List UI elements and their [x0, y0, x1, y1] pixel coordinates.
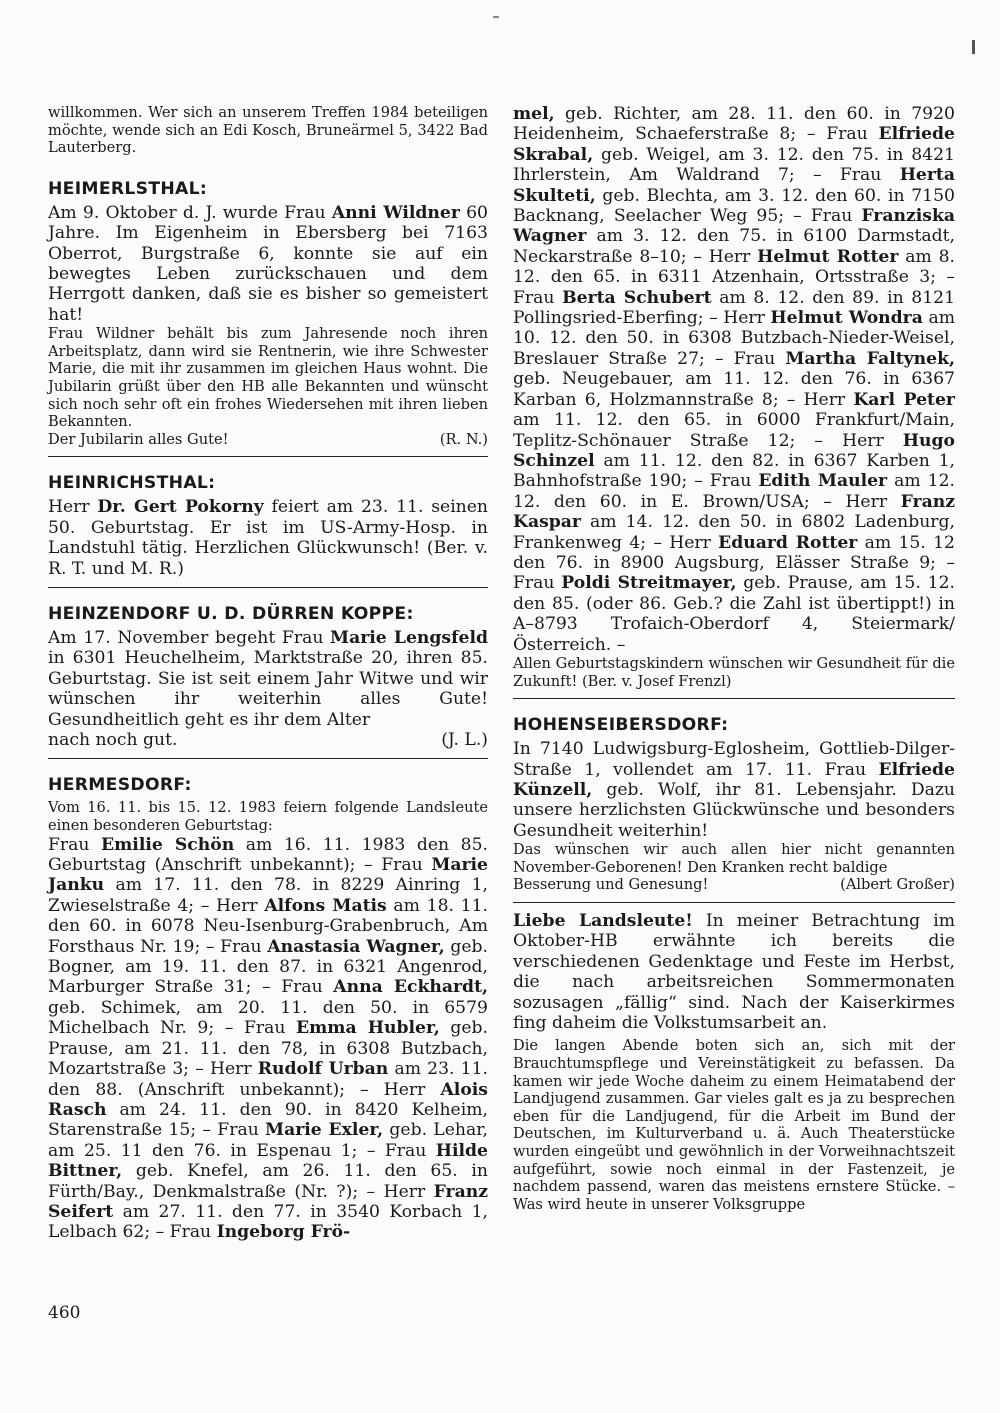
section-divider: [48, 456, 488, 457]
person-name: Berta Schubert: [562, 287, 712, 308]
scan-mark: [493, 16, 499, 18]
paragraph: Herr Dr. Gert Pokorny feiert am 23. 11. seinen 50. Geburtstag. Er ist im US-Army-Hosp. in Landstuhl tätig. Herzlichen Glückwunsch! (Ber. v. R. T. und M. R.): [48, 497, 488, 579]
section-heading-heinrichsthal: HEINRICHSTHAL:: [48, 473, 216, 494]
closing-note: Allen Geburtstagskindern wünschen wir Gesundheit für die Zukunft! (Ber. v. Josef Frenzl): [513, 654, 955, 690]
person-name: Hugo Schinzel: [513, 430, 955, 471]
author-signature: (R. N.): [439, 430, 488, 448]
author-signature: (J. L.): [441, 730, 488, 751]
person-name: Ingeborg Frö-: [216, 1222, 351, 1243]
right-column: [513, 104, 955, 1213]
section-divider: [513, 902, 955, 903]
salutation: Liebe Landsleute!: [513, 910, 693, 931]
signature-line: Der Jubilarin alles Gute! (R. N.): [48, 430, 488, 448]
person-name: Franz Kaspar: [513, 491, 955, 533]
paragraph: Das wünschen wir auch allen hier nicht genannten November-Geborenen! Den Kranken recht baldige: [513, 841, 955, 876]
person-name: Elfriede Künzell,: [513, 759, 955, 800]
left-column: [48, 104, 488, 1243]
section-divider: [513, 698, 955, 699]
person-name: Emilie Schön: [101, 834, 235, 855]
person-name: Alfons Matis: [264, 895, 387, 916]
section-heading-heimerlsthal: HEIMERLSTHAL:: [48, 178, 208, 199]
section-divider: [48, 587, 488, 588]
person-name: Franziska Wagner: [513, 206, 955, 247]
paragraph: Frau Wildner behält bis zum Jahresende noch ihren Arbeitsplatz, dann wird sie Rentnerin, wie ihre Schwester Marie, die mit ihr zusammen im gleichen Haus wohnt. Die Jubilarin grüßt über den HB alle Bekannten und wünscht sich noch sehr oft ein frohes Wiedersehen mit ihren lieben Bekannten.: [48, 325, 488, 431]
person-name: Emma Hubler,: [296, 1018, 440, 1039]
person-name: Karl Peter: [853, 389, 955, 410]
scan-mark: [972, 40, 975, 54]
person-name: Anna Eckhardt,: [333, 977, 488, 998]
person-name: Herta Skulteti,: [513, 165, 955, 206]
person-name: Helmut Wondra: [770, 308, 923, 329]
paragraph: Vom 16. 11. bis 15. 12. 1983 feiern folgende Landsleute einen besonderen Geburtstag:: [48, 799, 488, 835]
signature-line: Besserung und Genesung! (Albert Großer): [513, 876, 955, 894]
person-name: Rudolf Urban: [257, 1059, 389, 1080]
person-name: Dr. Gert Pokorny: [97, 497, 264, 518]
person-name: Edith Mauler: [758, 471, 888, 492]
person-name: Helmut Rotter: [757, 246, 899, 267]
person-name: Anni Wildner: [331, 202, 460, 223]
person-name: Franz Seifert: [48, 1181, 488, 1222]
person-name: Poldi Streitmayer,: [561, 573, 737, 594]
paragraph: Die langen Abende boten sich an, sich mit der Brauchtumspflege und Vereinstätigkeit zu befassen. Da kamen wir jede Woche daheim zu einem Heimatabend der Landjugend zusammen. Gar vieles galt es ja zu besprechen eben für die Landjugend, für die Arbeit im Bund der Deutschen, im Kulturverband u. ä. Auch Theaterstücke wurden eingeübt und gewöhnlich in der Vorweihnachtszeit aufgeführt, sowie noch einmal in der Fastenzeit, je nachdem passend, waren das meistens ernstere Stücke. – Was wird heute in unserer Volksgruppe: [513, 1037, 955, 1213]
person-name: Anastasia Wagner,: [267, 936, 445, 957]
person-name: mel,: [513, 104, 555, 124]
paragraph: In 7140 Ludwigsburg-Eglosheim, Gottlieb-Dilger-Straße 1, vollendet am 17. 11. Frau Elfriede Künzell, geb. Wolf, ihr 81. Lebensjahr. Dazu unsere herzlichsten Glückwünsche und besonders Gesundheit weiterhin!: [513, 739, 955, 841]
paragraph: Liebe Landsleute! In meiner Betrachtung im Oktober-HB erwähnte ich bereits die verschiedenen Gedenktage und Feste im Herbst, die nach arbeitsreichen Sommermonaten sozusagen „fällig“ sind. Nach der Kaiserkirmes fing daheim die Volkstumsarbeit an.: [513, 910, 955, 1033]
paragraph: Am 17. November begeht Frau Marie Lengsfeld in 6301 Heuchelheim, Marktstraße 20, ihren 85. Geburtstag. Sie ist seit einem Jahr Witwe und wir wünschen ihr weiterhin alles Gute! Gesundheitlich geht es ihr dem Alter: [48, 628, 488, 730]
person-name: Marie Janku: [48, 855, 488, 896]
person-name: Eduard Rotter: [718, 532, 858, 553]
person-name: Hilde Bittner,: [48, 1140, 488, 1182]
author-signature: (Albert Großer): [840, 876, 955, 894]
person-name: Alois Rasch: [48, 1079, 488, 1120]
signature-line: nach noch gut. (J. L.): [48, 730, 488, 751]
person-name: Marie Exler,: [265, 1120, 384, 1141]
section-heading-heinzendorf: HEINZENDORF U. D. DÜRREN KOPPE:: [48, 604, 414, 624]
section-heading-hermesdorf: HERMESDORF:: [48, 775, 192, 796]
birthday-list-continued: mel, geb. Richter, am 28. 11. den 60. in 7920 Heidenheim, Schaeferstraße 8; – Frau Elfriede Skrabal, geb. Weigel, am 3. 12. den 75. in 8421 Ihrlerstein, Am Waldrand 7; – Frau Herta Skulteti, geb. Blechta, am 3. 12. den 60. in 7150 Backnang, Seelacher Weg 95; – Frau Franziska Wagner am 3. 12. den 75. in 6100 Darmstadt, Neckarstraße 8–10; – Herr Helmut Rotter am 8. 12. den 65. in 6311 Atzenhain, Ortsstraße 3; – Frau Berta Schubert am 8. 12. den 89. in 8121 Pollingsried-Eberfing; – Herr Helmut Wondra am 10. 12. den 50. in 6308 Butzbach-Nieder-Weisel, Breslauer Straße 27; – Frau Martha Faltynek, geb. Neugebauer, am 11. 12. den 76. in 6367 Karban 6, Holzmannstraße 8; – Herr Karl Peter am 11. 12. den 65. in 6000 Frankfurt/Main, Teplitz-Schönauer Straße 12; – Herr Hugo Schinzel am 11. 12. den 82. in 6367 Karben 1, Bahnhofstraße 190; – Frau Edith Mauler am 12. 12. den 60. in E. Brown/USA; – Herr Franz Kaspar am 14. 12. den 50. in 6802 Ladenburg, Frankenweg 4; – Herr Eduard Rotter am 15. 12 den 76. in 8900 Augsburg, Elässer Straße 9; – Frau Poldi Streitmayer, geb. Prause, am 15. 12. den 85. (oder 86. Geb.? die Zahl ist übertippt!) in A–8793 Trofaich-Oberdorf 4, Steiermark/Österreich. –: [513, 104, 955, 655]
paragraph: Am 9. Oktober d. J. wurde Frau Anni Wildner 60 Jahre. Im Eigenheim in Ebersberg bei 7163 Oberrot, Burgstraße 6, konnte sie auf ein bewegtes Leben zurückschauen und dem Herrgott danken, daß sie es bisher so gemeistert hat!: [48, 202, 488, 325]
page-number: 460: [48, 1303, 81, 1323]
person-name: Martha Faltynek,: [785, 348, 955, 369]
birthday-list: Frau Emilie Schön am 16. 11. 1983 den 85. Geburtstag (Anschrift unbekannt); – Frau Marie Janku am 17. 11. den 78. in 8229 Ainring 1, Zwieselstraße 4; – Herr Alfons Matis am 18. 11. den 60. in 6078 Neu-Isenburg-Grabenbruch, Am Forsthaus Nr. 19; – Frau Anastasia Wagner, geb. Bogner, am 19. 11. den 87. in 6321 Angenrod, Marburger Straße 31; – Frau Anna Eckhardt, geb. Schimek, am 20. 11. den 50. in 6579 Michelbach Nr. 9; – Frau Emma Hubler, geb. Prause, am 21. 11. den 78, in 6308 Butzbach, Mozartstraße 3; – Herr Rudolf Urban am 23. 11. den 88. (Anschrift unbekannt); – Herr Alois Rasch am 24. 11. den 90. in 8420 Kelheim, Starenstraße 15; – Frau Marie Exler, geb. Lehar, am 25. 11 den 76. in Espenau 1; – Frau Hilde Bittner, geb. Knefel, am 26. 11. den 65. in Fürth/Bay., Denkmalstraße (Nr. ?); – Herr Franz Seifert am 27. 11. den 77. in 3540 Korbach 1, Lelbach 62; – Frau Ingeborg Frö-: [48, 834, 489, 1243]
section-heading-hohenseibersdorf: HOHENSEIBERSDORF:: [513, 715, 729, 736]
section-divider: [48, 758, 488, 759]
person-name: Elfriede Skrabal,: [513, 124, 955, 165]
intro-paragraph: willkommen. Wer sich an unserem Treffen 1984 beteiligen möchte, wende sich an Edi Kosch, Bruneärmel 5, 3422 Bad Lauterberg.: [48, 104, 488, 157]
person-name: Marie Lengsfeld: [330, 628, 488, 648]
